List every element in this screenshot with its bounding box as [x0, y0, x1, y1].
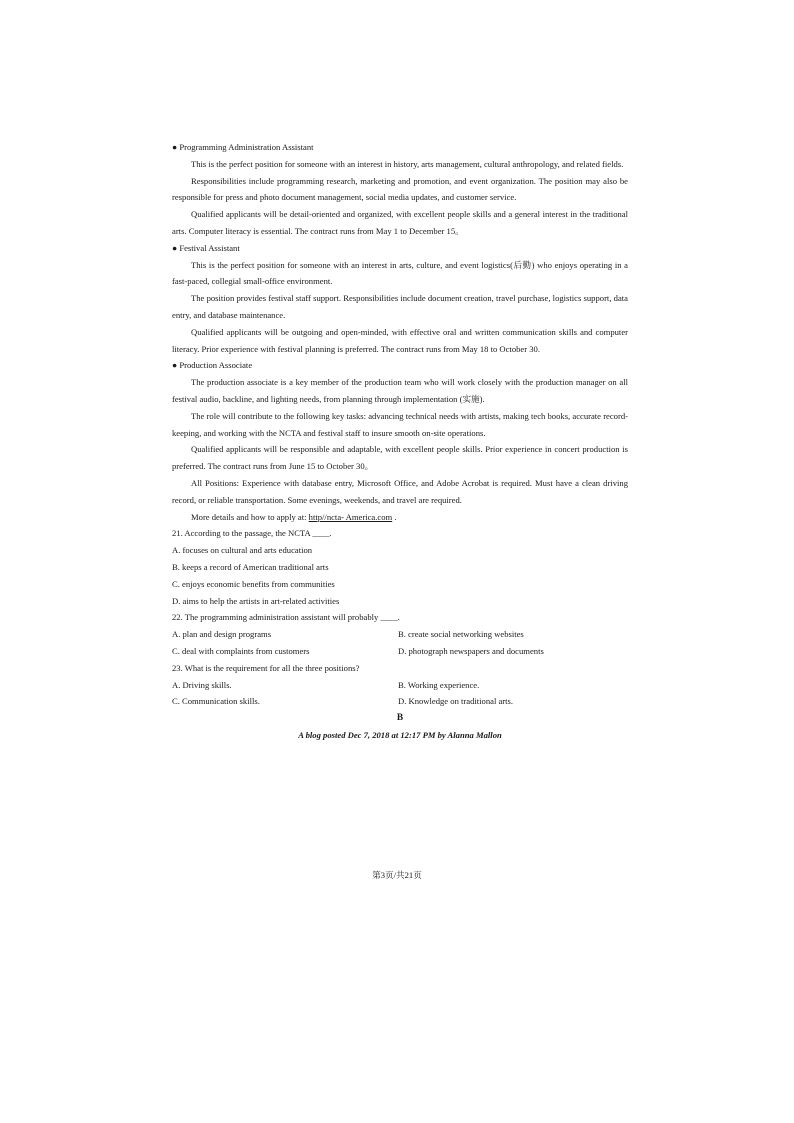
position-paragraph: The role will contribute to the following key tasks: advancing technical needs with artists, making tech books, accurate record-keeping, and working with the NCTA and festival staff to insure smooth on-site operations.	[172, 410, 628, 438]
answer-option: D. Knowledge on traditional arts.	[398, 696, 514, 707]
blog-byline: A blog posted Dec 7, 2018 at 12:17 PM by Alanna Mallon	[298, 729, 502, 740]
option-row	[172, 677, 628, 694]
position-title-production: ● Production Associate	[172, 360, 253, 371]
more-details-line	[172, 509, 628, 526]
position-paragraph: This is the perfect position for someone with an interest in arts, culture, and event logistics(后勤) who enjoys operating in a fast-paced, collegial small-office environment.	[172, 259, 628, 287]
answer-option: B. keeps a record of American traditional arts	[172, 561, 329, 572]
answer-option: D. aims to help the artists in art-related activities	[172, 595, 340, 606]
answer-option: C. enjoys economic benefits from communities	[172, 578, 335, 589]
question-stem: 21. According to the passage, the NCTA ____.	[172, 528, 332, 539]
apply-link[interactable]: http//ncta- America.com	[308, 511, 393, 522]
question-stem: 22. The programming administration assistant will probably ____.	[172, 612, 400, 623]
position-paragraph: Responsibilities include programming research, marketing and promotion, and event organization. The position may also be responsible for press and photo document management, social media updates, and customer service.	[172, 175, 628, 203]
more-details-suffix: .	[392, 511, 397, 522]
answer-option: A. focuses on cultural and arts education	[172, 545, 313, 556]
position-paragraph: This is the perfect position for someone with an interest in history, arts management, cultural anthropology, and related fields.	[191, 158, 624, 169]
option-row	[172, 693, 628, 710]
position-paragraph: Qualified applicants will be responsible and adaptable, with excellent people skills. Prior experience in concert production is preferred. The contract runs from June 15 to October 30。	[172, 444, 628, 472]
position-title-programming: ● Programming Administration Assistant	[172, 142, 314, 152]
answer-option: C. deal with complaints from customers	[172, 645, 310, 656]
section-label: B	[396, 713, 404, 724]
position-paragraph: The position provides festival staff support. Responsibilities include document creation, travel purchase, logistics support, data entry, and database maintenance.	[172, 293, 628, 320]
document-body	[172, 139, 628, 744]
page-footer: 第3页/共21页	[372, 870, 422, 880]
answer-option: B. create social networking websites	[398, 629, 524, 640]
question-stem: 23. What is the requirement for all the three positions?	[172, 662, 360, 673]
all-positions-paragraph: All Positions: Experience with database entry, Microsoft Office, and Adobe Acrobat is required. Must have a clean driving record, or reliable transportation. Some evenings, weekends, and travel are required.	[172, 477, 628, 505]
position-paragraph: The production associate is a key member of the production team who will work closely with the production manager on all festival audio, backline, and lighting needs, from planning through implementation (实施).	[172, 377, 628, 404]
answer-option: A. plan and design programs	[172, 629, 272, 640]
position-paragraph: Qualified applicants will be outgoing and open-minded, with effective oral and written communication skills and computer literacy. Prior experience with festival planning is preferred. The contract runs from May 18 to October 30.	[172, 326, 628, 354]
answer-option: C. Communication skills.	[172, 696, 260, 707]
answer-option: A. Driving skills.	[172, 679, 232, 690]
more-details-prefix: More details and how to apply at:	[191, 511, 309, 522]
option-row	[172, 626, 628, 643]
position-title-festival: ● Festival Assistant	[172, 242, 240, 253]
answer-option: B. Working experience.	[398, 679, 480, 690]
position-paragraph: Qualified applicants will be detail-oriented and organized, with excellent people skills and a general interest in the traditional arts. Computer literacy is essential. The contract runs from May 1 to December 15。	[172, 209, 628, 236]
option-row	[172, 643, 628, 660]
answer-option: D. photograph newspapers and documents	[398, 645, 544, 656]
